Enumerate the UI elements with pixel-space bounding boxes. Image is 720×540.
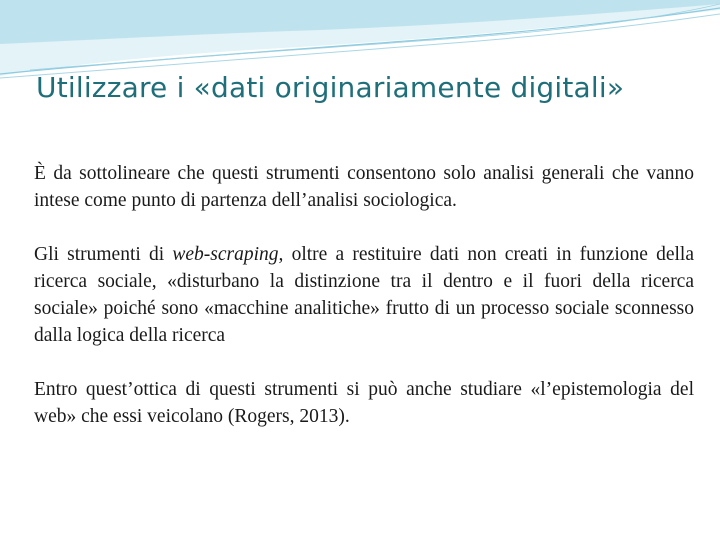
paragraph-1: È da sottolineare che questi strumenti consentono solo analisi generali che vanno intese come punto di partenza dell’analisi sociologica. (34, 163, 694, 211)
paragraph-2 (34, 241, 694, 349)
slide-title: Utilizzare i «dati originariamente digitali» (36, 71, 625, 104)
slide-body (34, 160, 694, 430)
paragraph-3: Entro quest’ottica di questi strumenti si può anche studiare «l’epistemologia del web» che essi veicolano (Rogers, 2013). (34, 379, 694, 427)
web-scraping-emphasis: web-scraping, (172, 244, 284, 265)
paragraph-2-start: Gli strumenti di (34, 244, 173, 265)
paragraph-2-rest: oltre a restituire dati non creati in funzione della ricerca sociale, «disturbano la distinzione tra il dentro e il fuori della ricerca sociale» poiché sono «macchine analitiche» frutto di un processo sociale sconnesso dalla logica della ricerca (34, 244, 694, 346)
